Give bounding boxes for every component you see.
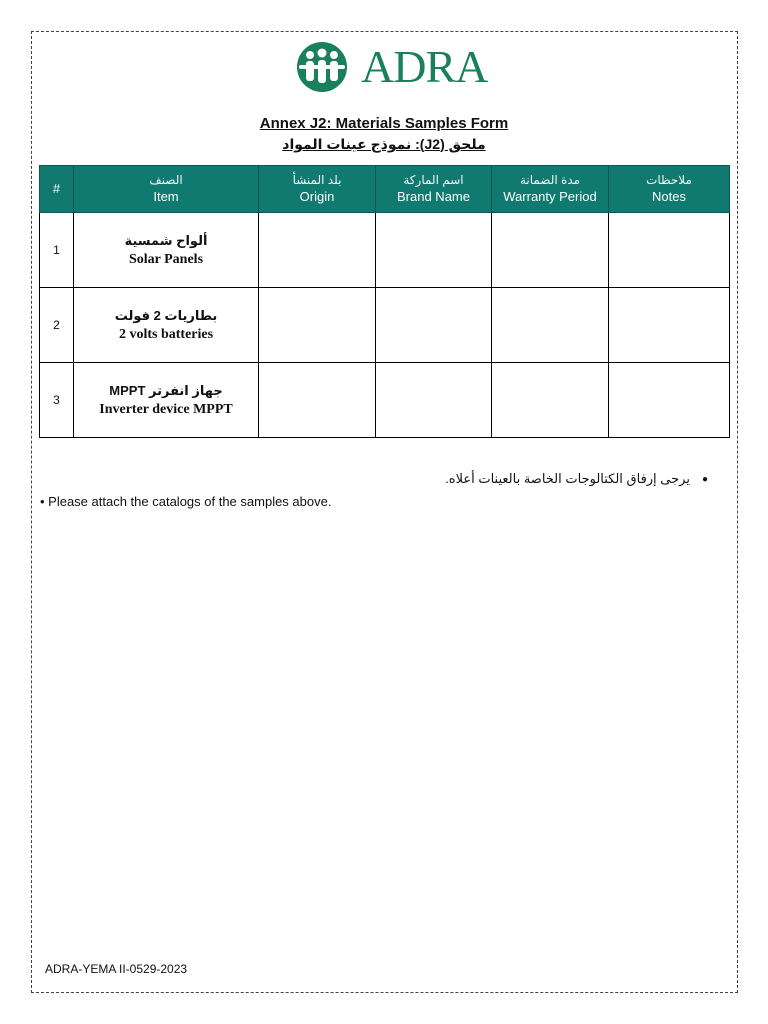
samples-table — [39, 165, 730, 438]
brand-name-cell[interactable] — [376, 288, 492, 363]
form-title-arabic: ملحق (J2): نموذج عينات المواد — [282, 136, 486, 152]
column-header-notes: ملاحظات Notes — [609, 166, 730, 213]
table-row — [40, 288, 730, 363]
column-header-number: # — [40, 166, 74, 213]
item-arabic: بطاريات 2 فولت — [114, 307, 218, 323]
bullet-icon: ● — [701, 473, 708, 485]
item-cell — [74, 363, 259, 438]
column-header-warranty-period: مدة الضمانة Warranty Period — [492, 166, 609, 213]
column-header-brand-name: اسم الماركة Brand Name — [376, 166, 492, 213]
row-number: 2 — [40, 288, 74, 363]
notes-cell[interactable] — [609, 288, 730, 363]
column-header-origin: بلد المنشأ Origin — [259, 166, 376, 213]
warranty-period-cell[interactable] — [492, 213, 609, 288]
origin-cell[interactable] — [259, 213, 376, 288]
note-arabic — [445, 471, 708, 487]
row-number: 3 — [40, 363, 74, 438]
table-header-row — [40, 166, 730, 213]
adra-logo — [286, 40, 487, 94]
item-cell — [74, 288, 259, 363]
origin-cell[interactable] — [259, 288, 376, 363]
item-arabic: جهاز انفرتر MPPT — [109, 382, 223, 398]
item-english: Inverter device MPPT — [99, 401, 233, 417]
table-row — [40, 213, 730, 288]
footer-reference: ADRA-YEMA II-0529-2023 — [45, 962, 188, 976]
item-arabic: ألواح شمسية — [124, 232, 208, 248]
item-cell — [74, 213, 259, 288]
note-arabic-text: يرجى إرفاق الكتالوجات الخاصة بالعينات أعلاه. — [445, 471, 690, 486]
adra-people-icon — [286, 40, 358, 94]
warranty-period-cell[interactable] — [492, 288, 609, 363]
item-english: Solar Panels — [128, 251, 204, 267]
item-english: 2 volts batteries — [118, 326, 214, 342]
table-row — [40, 363, 730, 438]
logo-text: ADRA — [361, 41, 488, 92]
row-number: 1 — [40, 213, 74, 288]
origin-cell[interactable] — [259, 363, 376, 438]
brand-name-cell[interactable] — [376, 213, 492, 288]
notes-cell[interactable] — [609, 213, 730, 288]
note-english: • Please attach the catalogs of the samples above. — [40, 494, 332, 509]
column-header-item: الصنف Item — [74, 166, 259, 213]
warranty-period-cell[interactable] — [492, 363, 609, 438]
notes-cell[interactable] — [609, 363, 730, 438]
brand-name-cell[interactable] — [376, 363, 492, 438]
form-title-english: Annex J2: Materials Samples Form — [259, 115, 509, 132]
